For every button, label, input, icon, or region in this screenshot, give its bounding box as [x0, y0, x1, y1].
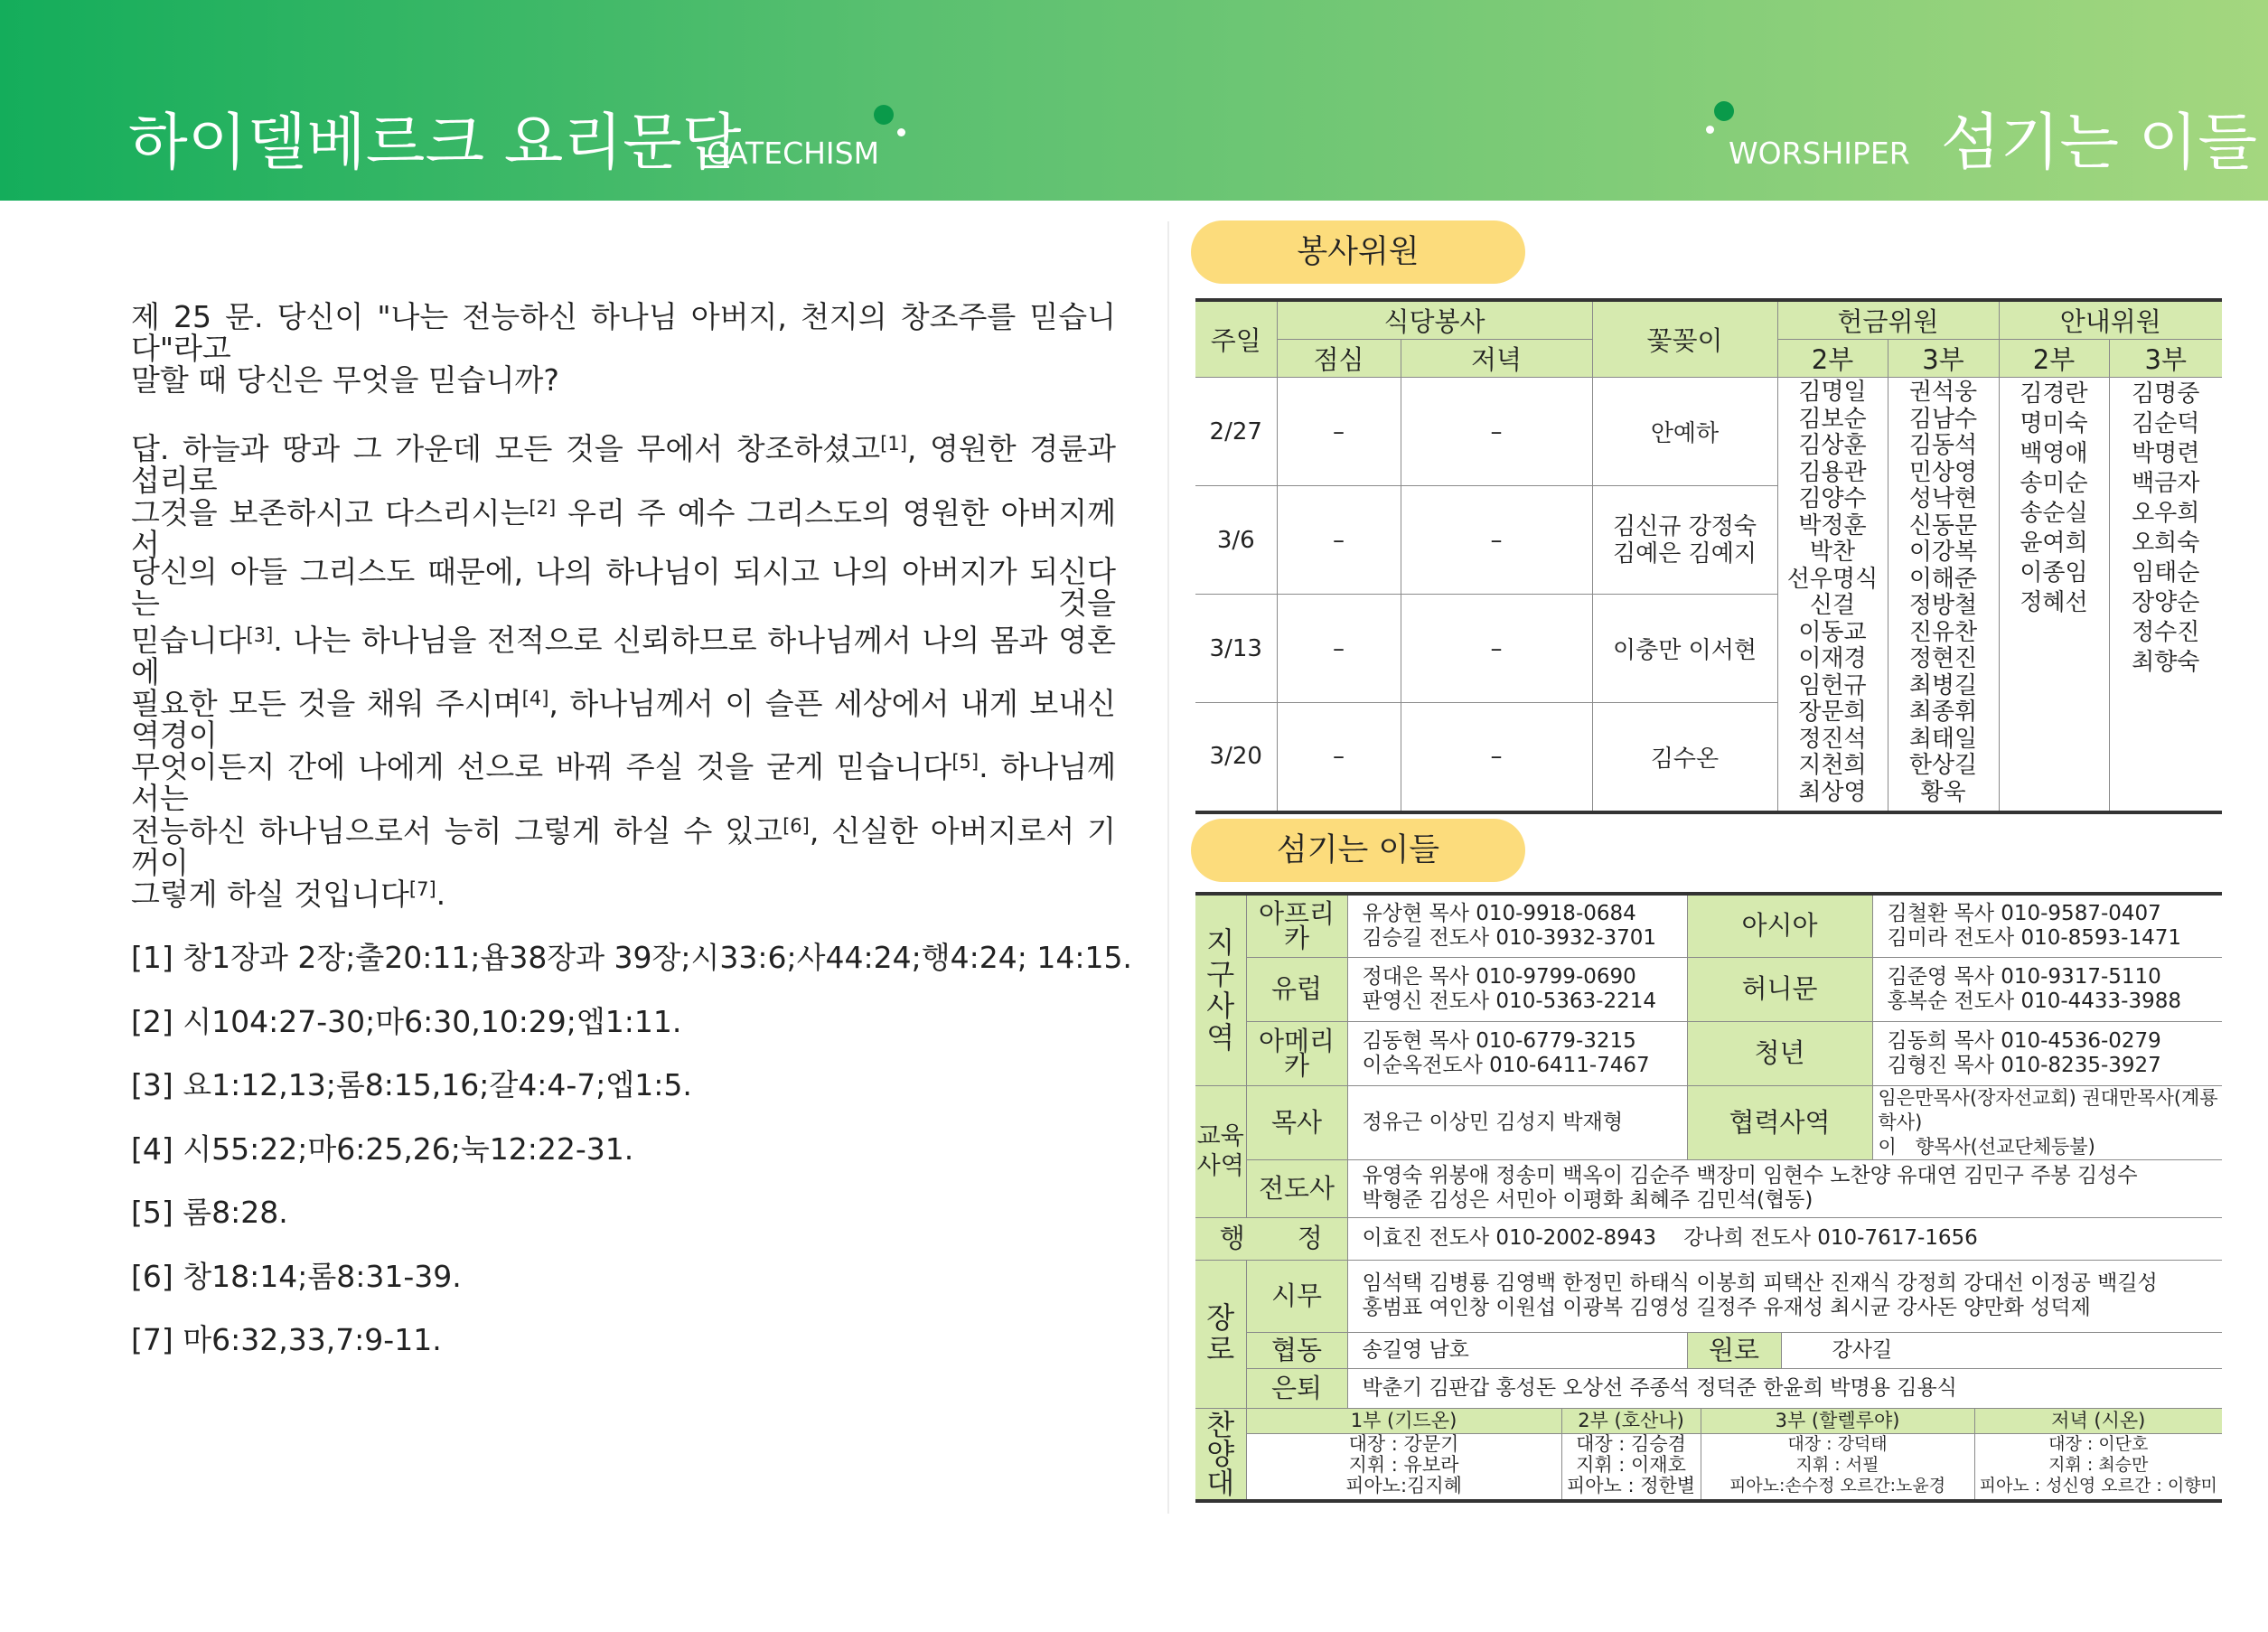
offering-3-list: 권석웅 김남수 김동석 민상영 성낙현 신동문 이강복 이해준 정방철 진유찬 정현진 최병길 최종휘 최태일 한상길 황욱 [1888, 378, 1999, 812]
question-line: 제 25 문. 당신이 "나는 전능하신 하나님 아버지, 천지의 창조주를 믿습니다"라고 [131, 299, 1116, 366]
header-offering: 헌금위원 [1777, 300, 1999, 340]
reference-line: [4] 시55:22;마6:25,26;눅12:22-31. [131, 1131, 634, 1167]
label-emeritus-elder: 원로 [1687, 1332, 1781, 1368]
label-retired-elder: 은퇴 [1246, 1368, 1347, 1408]
reference-line: [5] 롬8:28. [131, 1195, 288, 1230]
answer-line: 전능하신 하나님으로서 능히 그렇게 하실 수 있고[6], 신실한 아버지로서 기꺼이 [131, 813, 1116, 880]
choir-evening-members: 대장 : 이단호 지휘 : 최승만 피아노 : 성신영 오르간 : 이향미 [1974, 1433, 2222, 1501]
dot-decoration [1714, 101, 1734, 121]
reference-line: [6] 창18:14;롬8:31-39. [131, 1259, 462, 1294]
footnote-mark: [1] [880, 433, 907, 455]
header-usher-2: 2부 [1999, 340, 2109, 378]
choir-2-members: 대장 : 김승겸 지휘 : 이재호 피아노 : 정한별 [1561, 1433, 1701, 1501]
label-youth: 청년 [1687, 1021, 1872, 1085]
choir-1-members: 대장 : 강문기 지휘 : 유보라 피아노:김지혜 [1246, 1433, 1561, 1501]
dot-decoration [874, 105, 894, 125]
label-pastor: 목사 [1246, 1085, 1347, 1159]
catechism-title: 하이델베르크 요리문답 [128, 108, 742, 179]
reference-line: [3] 요1:12,13;롬8:15,16;갈4:4-7;엡1:5. [131, 1067, 692, 1102]
footnote-mark: [7] [408, 878, 436, 900]
answer-line: 당신의 아들 그리스도 때문에, 나의 하나님이 되시고 나의 아버지가 되신다는 것을 [131, 554, 1116, 621]
answer-line: 그렇게 하실 것입니다[7]. [131, 877, 446, 912]
label-cooperation: 협력사역 [1687, 1085, 1872, 1159]
choir-3-members: 대장 : 강덕태 지휘 : 서필 피아노:손수정 오르간:노윤경 [1701, 1433, 1974, 1501]
cell-flower: 이충만 이서현 [1592, 595, 1777, 703]
cell-flower: 안예하 [1592, 378, 1777, 486]
question-line: 말할 때 당신은 무엇을 믿습니까? [131, 362, 559, 398]
header-offering-2: 2부 [1777, 340, 1888, 378]
label-evangelist: 전도사 [1246, 1159, 1347, 1217]
catechism-subtitle: CATECHISM [707, 136, 880, 171]
value-youth: 김동희 목사 010-4536-0279 김형진 목사 010-8235-3927 [1872, 1021, 2222, 1085]
service-table [1195, 298, 2222, 814]
value-evangelist: 유영숙 위봉애 정송미 백옥이 김순주 백장미 임현수 노찬양 유대연 김민구 주봉 김성수 박형준 김성은 서민아 이평화 최혜주 김민석(협동) [1347, 1159, 2222, 1217]
header-dinner: 저녁 [1401, 340, 1592, 378]
header-flower: 꽃꽂이 [1592, 300, 1777, 378]
value-asia: 김철환 목사 010-9587-0407 김미라 전도사 010-8593-1471 [1872, 894, 2222, 957]
header-lunch: 점심 [1277, 340, 1401, 378]
label-europe: 유럽 [1246, 957, 1347, 1021]
choir-evening-header: 저녁 (시온) [1974, 1408, 2222, 1433]
value-honeymoon: 김준영 목사 010-9317-5110 홍복순 전도사 010-4433-3988 [1872, 957, 2222, 1021]
table-row [1195, 378, 2222, 486]
header-cafeteria: 식당봉사 [1277, 300, 1592, 340]
header-day: 주일 [1195, 300, 1277, 378]
column-divider [1167, 221, 1169, 1514]
label-associate-elder: 협동 [1246, 1332, 1347, 1368]
service-section-title: 봉사위원 [1191, 220, 1525, 284]
cell-lunch: – [1277, 378, 1401, 486]
cell-lunch: – [1277, 486, 1401, 595]
footnote-mark: [3] [246, 624, 274, 646]
workers-section-title: 섬기는 이들 [1191, 819, 1525, 882]
elder-category: 장 로 [1195, 1260, 1246, 1408]
header-offering-3: 3부 [1888, 340, 1999, 378]
answer-line: 믿습니다[3]. 나는 하나님을 전적으로 신뢰하므로 하나님께서 나의 몸과 영혼에 [131, 623, 1116, 689]
value-emeritus-elder: 강사길 [1781, 1332, 2222, 1368]
footnote-mark: [6] [783, 815, 810, 837]
value-europe: 정대은 목사 010-9799-0690 판영신 전도사 010-5363-2214 [1347, 957, 1687, 1021]
value-pastor: 정유근 이상민 김성지 박재형 [1347, 1085, 1687, 1159]
cell-dinner: – [1401, 486, 1592, 595]
answer-line: 필요한 모든 것을 채워 주시며[4], 하나님께서 이 슬픈 세상에서 내게 보내신 역경이 [131, 686, 1116, 753]
cell-day: 2/27 [1195, 378, 1277, 486]
value-administration: 이효진 전도사 010-2002-8943 강나희 전도사 010-7617-1656 [1347, 1217, 2222, 1260]
cell-dinner: – [1401, 378, 1592, 486]
label-administration: 행 정 [1195, 1217, 1347, 1260]
cell-day: 3/6 [1195, 486, 1277, 595]
answer-line: 그것을 보존하시고 다스리시는[2] 우리 주 예수 그리스도의 영원한 아버지께서 [131, 495, 1116, 562]
header-usher: 안내위원 [1999, 300, 2222, 340]
label-africa: 아프리카 [1246, 894, 1347, 957]
cell-dinner: – [1401, 595, 1592, 703]
footnote-mark: [5] [951, 751, 979, 773]
usher-3-list: 김명중 김순덕 박명련 백금자 오우희 오희숙 임태순 장양순 정수진 최향숙 [2109, 378, 2222, 812]
label-america: 아메리카 [1246, 1021, 1347, 1085]
header-banner [0, 0, 2268, 201]
reference-line: [7] 마6:32,33,7:9-11. [131, 1322, 442, 1357]
cell-flower: 김수온 [1592, 703, 1777, 812]
value-america: 김동현 목사 010-6779-3215 이순옥전도사 010-6411-7467 [1347, 1021, 1687, 1085]
dot-decoration [1706, 126, 1714, 134]
value-associate-elder: 송길영 남호 [1347, 1332, 1687, 1368]
value-retired-elder: 박춘기 김판갑 홍성돈 오상선 주종석 정덕준 한윤희 박명용 김용식 [1347, 1368, 2222, 1408]
cell-lunch: – [1277, 595, 1401, 703]
reference-line: [1] 창1장과 2장;출20:11;욥38장과 39장;시33:6;사44:24;행4:24; 14:15. [131, 940, 1132, 975]
label-asia: 아시아 [1687, 894, 1872, 957]
cell-day: 3/13 [1195, 595, 1277, 703]
offering-2-list: 김명일 김보순 김상훈 김용관 김양수 박정훈 박찬 선우명식 신걸 이동교 이재경 임헌규 장문희 정진석 지천희 최상영 [1777, 378, 1888, 812]
cell-dinner: – [1401, 703, 1592, 812]
choir-3-header: 3부 (할렐루야) [1701, 1408, 1974, 1433]
dot-decoration [897, 128, 905, 136]
header-usher-3: 3부 [2109, 340, 2222, 378]
answer-line: 무엇이든지 간에 나에게 선으로 바꿔 주실 것을 굳게 믿습니다[5]. 하나님께서는 [131, 749, 1116, 816]
cell-day: 3/20 [1195, 703, 1277, 812]
usher-2-list: 김경란 명미숙 백영애 송미순 송순실 윤여희 이종임 정혜선 [1999, 378, 2109, 812]
cell-flower: 김신규 강정숙 김예은 김예지 [1592, 486, 1777, 595]
worshiper-title: 섬기는 이들 [1941, 108, 2258, 179]
value-africa: 유상현 목사 010-9918-0684 김승길 전도사 010-3932-3701 [1347, 894, 1687, 957]
education-category: 교육 사역 [1195, 1085, 1246, 1217]
choir-category: 찬 양 대 [1195, 1408, 1246, 1501]
label-honeymoon: 허니문 [1687, 957, 1872, 1021]
reference-line: [2] 시104:27-30;마6:30,10:29;엡1:11. [131, 1004, 682, 1039]
answer-line: 답. 하늘과 땅과 그 가운데 모든 것을 무에서 창조하셨고[1], 영원한 경륜과 섭리로 [131, 431, 1116, 498]
choir-2-header: 2부 (호산나) [1561, 1408, 1701, 1433]
label-active-elder: 시무 [1246, 1260, 1347, 1332]
footnote-mark: [4] [521, 688, 549, 709]
choir-1-header: 1부 (기드온) [1246, 1408, 1561, 1433]
value-cooperation: 임은만목사(장자선교회) 권대만목사(계룡학사) 이 향목사(선교단체등불) [1872, 1085, 2222, 1159]
worshiper-subtitle: WORSHIPER [1729, 136, 1910, 171]
mission-category: 지 구 사 역 [1195, 894, 1246, 1085]
cell-lunch: – [1277, 703, 1401, 812]
value-active-elder: 임석택 김병룡 김영백 한정민 하태식 이봉희 피택산 진재식 강정희 강대선 이정공 백길성 홍범표 여인창 이원섭 이광복 김영성 길정주 유재성 최시균 강사돈 양만화 성덕제 [1347, 1260, 2222, 1332]
footnote-mark: [2] [529, 497, 557, 519]
workers-table [1195, 892, 2222, 1503]
